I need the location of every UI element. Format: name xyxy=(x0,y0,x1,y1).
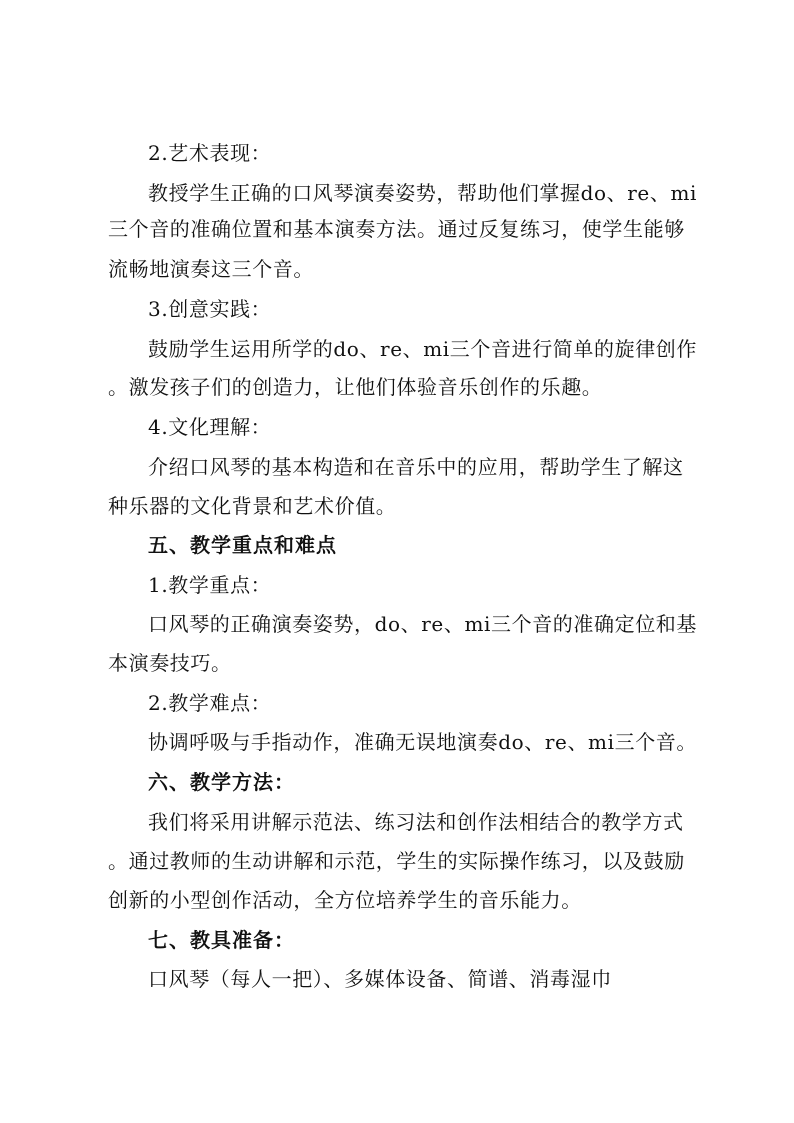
paragraph-line: 创新的小型创作活动，全方位培养学生的音乐能力。 xyxy=(108,888,582,912)
paragraph-line: 教授学生正确的口风琴演奏姿势，帮助他们掌握do、re、mi xyxy=(148,181,698,205)
paragraph-line: 本演奏技巧。 xyxy=(108,651,232,675)
subheading-cultural-understanding: 4.文化理解： xyxy=(148,415,272,439)
paragraph-line: 三个音的准确位置和基本演奏方法。通过反复练习，使学生能够 xyxy=(108,217,685,241)
subheading-difficulties: 2.教学难点： xyxy=(148,691,272,715)
paragraph-line: 鼓励学生运用所学的do、re、mi三个音进行简单的旋律创作 xyxy=(148,337,698,361)
subheading-artistic-expression: 2.艺术表现： xyxy=(148,141,272,165)
paragraph-line: 介绍口风琴的基本构造和在音乐中的应用，帮助学生了解这 xyxy=(148,455,684,479)
paragraph-line: 流畅地演奏这三个音。 xyxy=(108,257,314,281)
section-heading-key-points: 五、教学重点和难点 xyxy=(148,533,337,557)
paragraph-line: 。通过教师的生动讲解和示范，学生的实际操作练习，以及鼓励 xyxy=(108,849,685,873)
paragraph-line: 种乐器的文化背景和艺术价值。 xyxy=(108,494,397,518)
section-heading-teaching-aids: 七、教具准备： xyxy=(148,928,295,952)
paragraph-line: 口风琴（每人一把）、多媒体设备、简谱、消毒湿巾 xyxy=(148,967,612,991)
section-heading-teaching-methods: 六、教学方法： xyxy=(148,770,295,794)
subheading-key-points: 1.教学重点： xyxy=(148,573,272,597)
paragraph-line: 口风琴的正确演奏姿势，do、re、mi三个音的准确定位和基 xyxy=(148,612,698,636)
subheading-creative-practice: 3.创意实践： xyxy=(148,297,272,321)
paragraph-line: 我们将采用讲解示范法、练习法和创作法相结合的教学方式 xyxy=(148,810,684,834)
paragraph-line: 。激发孩子们的创造力，让他们体验音乐创作的乐趣。 xyxy=(108,375,603,399)
paragraph-line: 协调呼吸与手指动作，准确无误地演奏do、re、mi三个音。 xyxy=(148,730,698,754)
